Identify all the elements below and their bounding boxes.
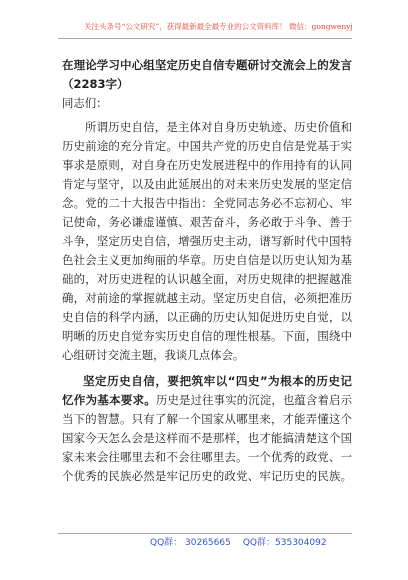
paragraph-line: 历史前途的充分肯定。中国共产党的历史自信是党基于实	[62, 139, 352, 153]
paragraph-line: 当下的智慧。只有了解一个国家从哪里来，才能弄懂这个	[62, 412, 352, 426]
intro-paragraph	[62, 118, 352, 365]
paragraph-line: 肯定与坚守，以及由此延展出的对未来历史发展的坚定信	[62, 177, 352, 191]
paragraph-line: 家未来会往哪里去和不会往哪里去。一个优秀的政党、一	[62, 450, 352, 464]
header-promo-notice: 关注头条号“公文研究”，获得最新最全最专业的公文资料库！ 微信：gongwenyj	[84, 22, 353, 31]
footer-contact	[150, 537, 327, 549]
paragraph-line: 史自信的科学内涵，以正确的历史认知促进历史自觉，以	[62, 310, 352, 324]
qq-group-number: QQ群： 30265665	[150, 538, 231, 548]
paragraph-text: 历史是过往事实的沉淀，也蕴含着启示	[155, 393, 352, 407]
qq-group-number: QQ群：535304092	[242, 538, 327, 548]
paragraph-line: 色社会主义更加绚丽的华章。历史自信是以历史认知为基	[62, 253, 352, 267]
paragraph-line: 明晰的历史自觉夯实历史自信的理性根基。下面，围绕中	[62, 329, 352, 343]
salutation: 同志们：	[62, 96, 108, 110]
paragraph-line: 国家今天怎么会是这样而不是那样，也才能搞清楚这个国	[62, 431, 352, 445]
paragraph-line: 心组研讨交流主题，我谈几点体会。	[62, 348, 245, 362]
paragraph-line: 础的，对历史进程的认识越全面，对历史规律的把握越准	[62, 272, 352, 286]
paragraph-line: 记使命，务必谦虚谨慎、艰苦奋斗，务必敢于斗争、善于	[62, 215, 352, 229]
paragraph-line: 个优秀的民族必然是牢记历史的政党、牢记历史的民族。	[62, 469, 352, 483]
header-divider	[58, 38, 352, 39]
paragraph-line: 所谓历史自信，是主体对自身历史轨迹、历史价值和	[85, 120, 352, 134]
section-1	[62, 371, 352, 486]
document-title	[62, 56, 352, 113]
paragraph-line: 事求是原则，对自身在历史发展进程中的作用持有的认同	[62, 158, 352, 172]
word-count: （2283字）	[62, 77, 129, 91]
section-heading-line: 坚定历史自信，要把筑牢以“四史”为根本的历史记	[83, 374, 352, 388]
section-heading-line: 忆作为基本要求。	[62, 393, 156, 407]
paragraph-line: 斗争，坚定历史自信，增强历史主动，谱写新时代中国特	[62, 234, 352, 248]
title-line: 在理论学习中心组坚定历史自信专题研讨交流会上的发言	[62, 58, 352, 72]
paragraph-line: 念。党的二十大报告中指出：全党同志务必不忘初心、牢	[62, 196, 352, 210]
paragraph-line: 确，对前途的掌握就越主动。坚定历史自信，必须把准历	[62, 291, 352, 305]
footer-divider	[58, 533, 352, 534]
paragraph-line	[62, 391, 352, 410]
